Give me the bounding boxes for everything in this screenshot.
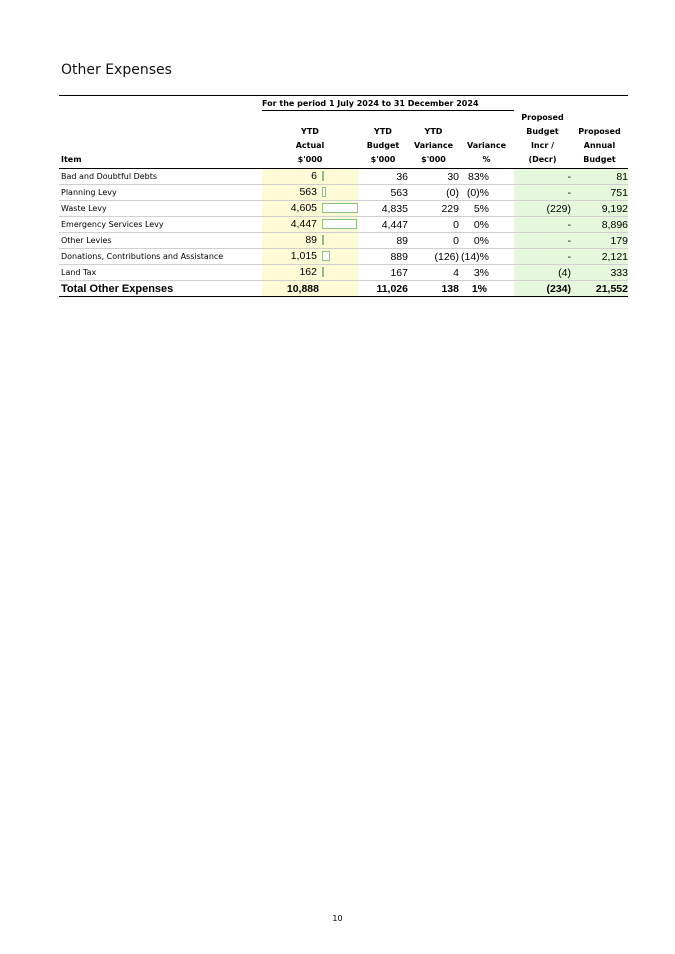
header-variance-pct	[459, 111, 514, 169]
row-ytd-actual-value: 1,015	[290, 250, 317, 262]
header-line: YTD	[424, 127, 443, 136]
table-row	[59, 249, 628, 265]
row-ytd-actual	[262, 265, 358, 281]
row-variance-pct: 83%	[459, 169, 514, 185]
header-line: Budget	[526, 127, 559, 136]
data-bar	[322, 267, 324, 277]
table-row	[59, 185, 628, 201]
data-bar	[322, 235, 324, 245]
data-bar	[322, 251, 330, 261]
table-row	[59, 233, 628, 249]
header-line: Budget	[583, 155, 616, 164]
header-item: Item	[59, 111, 262, 169]
row-proposed-annual: 751	[571, 185, 628, 201]
table-row	[59, 217, 628, 233]
header-line: Budget	[366, 141, 400, 150]
total-proposed-change: (234)	[514, 281, 571, 297]
period-label: For the period 1 July 2024 to 31 December 2024	[262, 96, 514, 111]
row-item: Donations, Contributions and Assistance	[59, 249, 262, 265]
row-ytd-actual	[262, 217, 358, 233]
row-ytd-actual	[262, 169, 358, 185]
row-ytd-variance: 4	[408, 265, 459, 281]
row-proposed-annual: 333	[571, 265, 628, 281]
data-bar	[322, 187, 326, 197]
header-line: Actual	[295, 141, 325, 150]
row-variance-pct: 3%	[459, 265, 514, 281]
row-item: Waste Levy	[59, 201, 262, 217]
total-ytd-actual	[262, 281, 358, 297]
header-line: YTD	[301, 127, 319, 136]
row-ytd-actual	[262, 233, 358, 249]
row-proposed-annual: 9,192	[571, 201, 628, 217]
header-line: $'000	[370, 155, 396, 164]
row-proposed-annual: 2,121	[571, 249, 628, 265]
row-ytd-variance: 0	[408, 217, 459, 233]
row-ytd-budget: 889	[358, 249, 408, 265]
header-line: (Decr)	[528, 155, 557, 164]
row-variance-pct: (14)%	[459, 249, 514, 265]
row-proposed-annual: 179	[571, 233, 628, 249]
header-line: Proposed	[578, 127, 621, 136]
header-line: Variance	[466, 141, 507, 150]
data-bar	[322, 219, 357, 229]
period-row	[59, 96, 628, 111]
row-item: Other Levies	[59, 233, 262, 249]
row-proposed-change: -	[514, 217, 571, 233]
table-row	[59, 169, 628, 185]
header-ytd-variance	[408, 111, 459, 169]
row-ytd-budget: 4,447	[358, 217, 408, 233]
table-row	[59, 201, 628, 217]
row-ytd-variance: (126)	[408, 249, 459, 265]
row-ytd-variance: 30	[408, 169, 459, 185]
row-ytd-actual	[262, 185, 358, 201]
header-proposed-budget	[514, 111, 571, 169]
row-proposed-change: -	[514, 169, 571, 185]
row-variance-pct: (0)%	[459, 185, 514, 201]
total-row	[59, 281, 628, 297]
row-proposed-change: (229)	[514, 201, 571, 217]
header-line: Incr /	[530, 141, 555, 150]
row-proposed-change: -	[514, 185, 571, 201]
row-proposed-annual: 81	[571, 169, 628, 185]
header-line: $'000	[297, 155, 323, 164]
row-ytd-actual	[262, 201, 358, 217]
data-bar	[322, 171, 324, 181]
other-expenses-table	[59, 95, 628, 297]
header-row	[59, 111, 628, 169]
total-ytd-actual-value: 10,888	[286, 282, 319, 295]
row-ytd-actual-value: 89	[305, 234, 317, 246]
row-variance-pct: 5%	[459, 201, 514, 217]
row-ytd-budget: 89	[358, 233, 408, 249]
row-item: Emergency Services Levy	[59, 217, 262, 233]
header-line: Proposed	[521, 113, 564, 122]
row-ytd-actual-value: 162	[299, 266, 317, 278]
header-line: YTD	[374, 127, 392, 136]
row-ytd-budget: 4,835	[358, 201, 408, 217]
row-proposed-annual: 8,896	[571, 217, 628, 233]
total-variance-pct: 1%	[459, 281, 514, 297]
row-variance-pct: 0%	[459, 233, 514, 249]
row-ytd-actual-value: 4,605	[290, 202, 317, 214]
row-proposed-change: -	[514, 233, 571, 249]
header-line: $'000	[421, 155, 446, 164]
total-ytd-budget: 11,026	[358, 281, 408, 297]
total-label: Total Other Expenses	[59, 281, 262, 297]
page-number: 10	[332, 914, 343, 923]
total-ytd-variance: 138	[408, 281, 459, 297]
table-row	[59, 265, 628, 281]
total-proposed-annual: 21,552	[571, 281, 628, 297]
row-ytd-budget: 563	[358, 185, 408, 201]
row-ytd-actual-value: 4,447	[290, 218, 317, 230]
header-proposed-annual	[571, 111, 628, 169]
header-line: Variance	[413, 141, 454, 150]
row-ytd-variance: (0)	[408, 185, 459, 201]
row-item: Planning Levy	[59, 185, 262, 201]
data-bar	[322, 203, 358, 213]
row-ytd-budget: 36	[358, 169, 408, 185]
header-ytd-actual	[262, 111, 358, 169]
row-ytd-actual-value: 563	[299, 186, 317, 198]
header-line: Annual	[583, 141, 616, 150]
header-line: %	[482, 155, 491, 164]
row-variance-pct: 0%	[459, 217, 514, 233]
header-ytd-budget	[358, 111, 408, 169]
row-ytd-actual-value: 6	[311, 170, 317, 182]
row-ytd-variance: 0	[408, 233, 459, 249]
row-proposed-change: (4)	[514, 265, 571, 281]
row-proposed-change: -	[514, 249, 571, 265]
row-ytd-variance: 229	[408, 201, 459, 217]
row-item: Land Tax	[59, 265, 262, 281]
row-ytd-budget: 167	[358, 265, 408, 281]
row-ytd-actual	[262, 249, 358, 265]
page-title: Other Expenses	[61, 62, 172, 78]
row-item: Bad and Doubtful Debts	[59, 169, 262, 185]
